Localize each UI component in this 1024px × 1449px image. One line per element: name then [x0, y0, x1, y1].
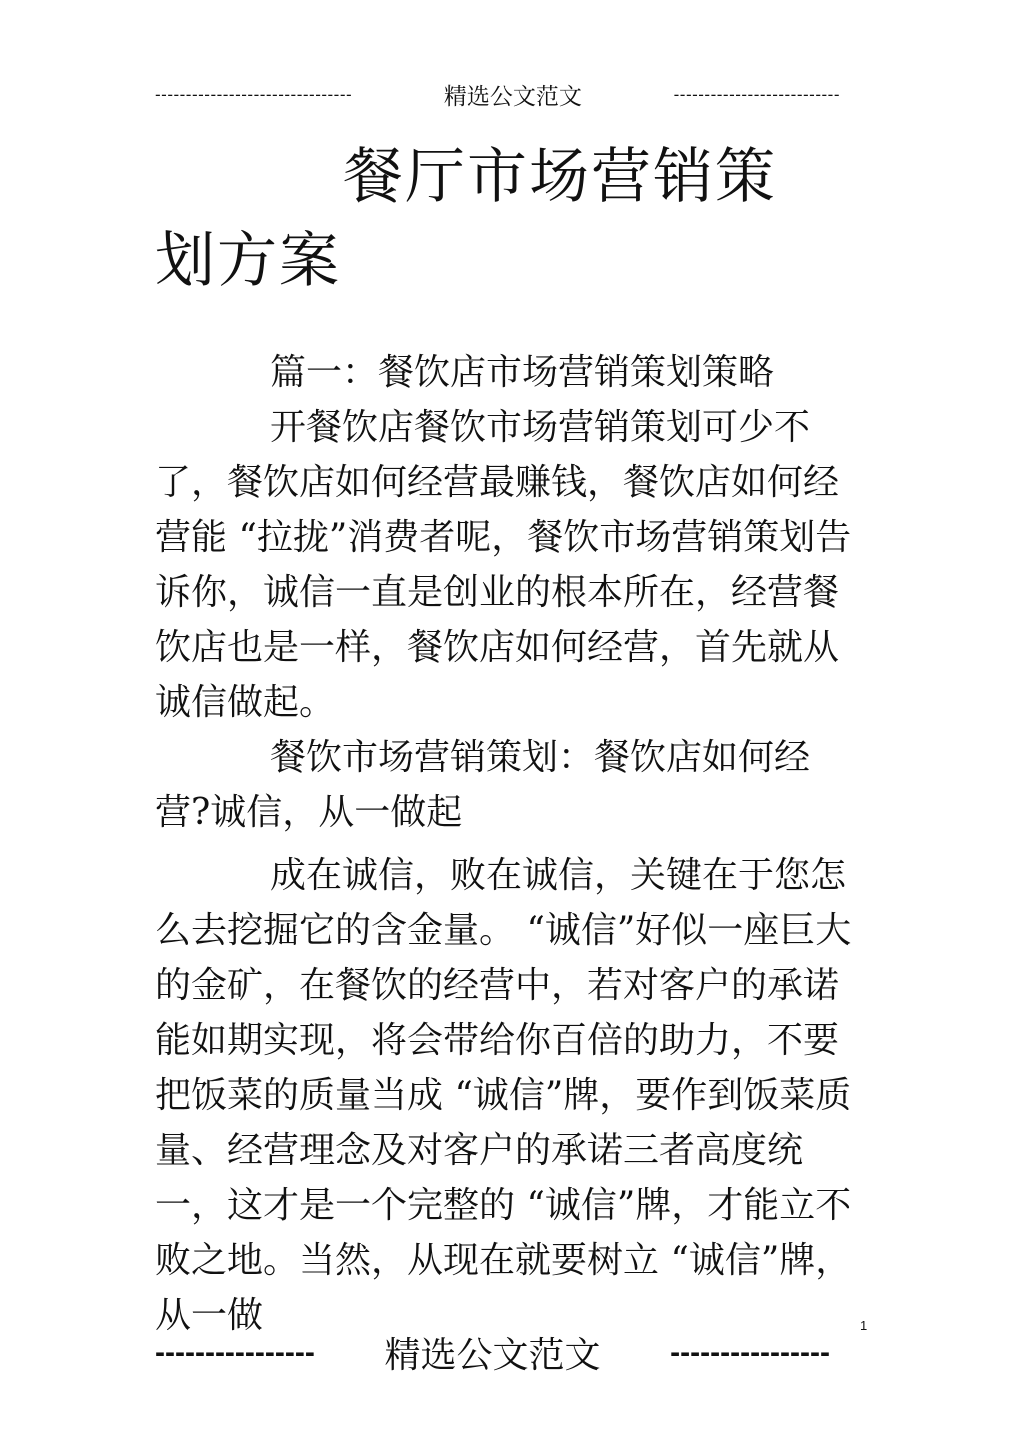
footer-dashes-right: ----------------: [670, 1335, 830, 1369]
document-body: [155, 345, 868, 1343]
paragraph: 餐饮市场营销策划：餐饮店如何经营?诚信，从一做起: [155, 737, 811, 833]
page-header: [155, 78, 840, 111]
footer-title: 精选公文范文: [384, 1335, 601, 1376]
page-number: 1: [860, 1318, 868, 1333]
footer-dashes-left: ----------------: [155, 1335, 315, 1369]
page-footer: [155, 1327, 830, 1378]
header-title: 精选公文范文: [443, 84, 582, 110]
section-heading: 篇一：餐饮店市场营销策划策略: [270, 352, 775, 393]
paragraph: 成在诚信，败在诚信，关键在于您怎么去挖掘它的含金量。 “诚信”好似一座巨大的金矿，在餐饮的经营中，若对客户的承诺能如期实现，将会带给你百倍的助力，不要把饭菜的质量当成 “诚信”牌，要作到饭菜质量、经营理念及对客户的承诺三者高度统一，这才是一个完整的 “诚信”牌，才能立不败之地。当然，从现在就要树立 “诚信”牌，从一做: [155, 855, 852, 1336]
paragraph: 开餐饮店餐饮市场营销策划可少不了，餐饮店如何经营最赚钱，餐饮店如何经营能 “拉拢”消费者呢，餐饮市场营销策划告诉你，诚信一直是创业的根本所在，经营餐饮店也是一样，餐饮店如何经营，首先就从诚信做起。: [155, 407, 852, 723]
header-dashes-right: ---------------------------: [673, 84, 840, 104]
header-dashes-left: --------------------------------: [155, 84, 353, 104]
document-title: 餐厅市场营销策划方案: [155, 142, 777, 296]
